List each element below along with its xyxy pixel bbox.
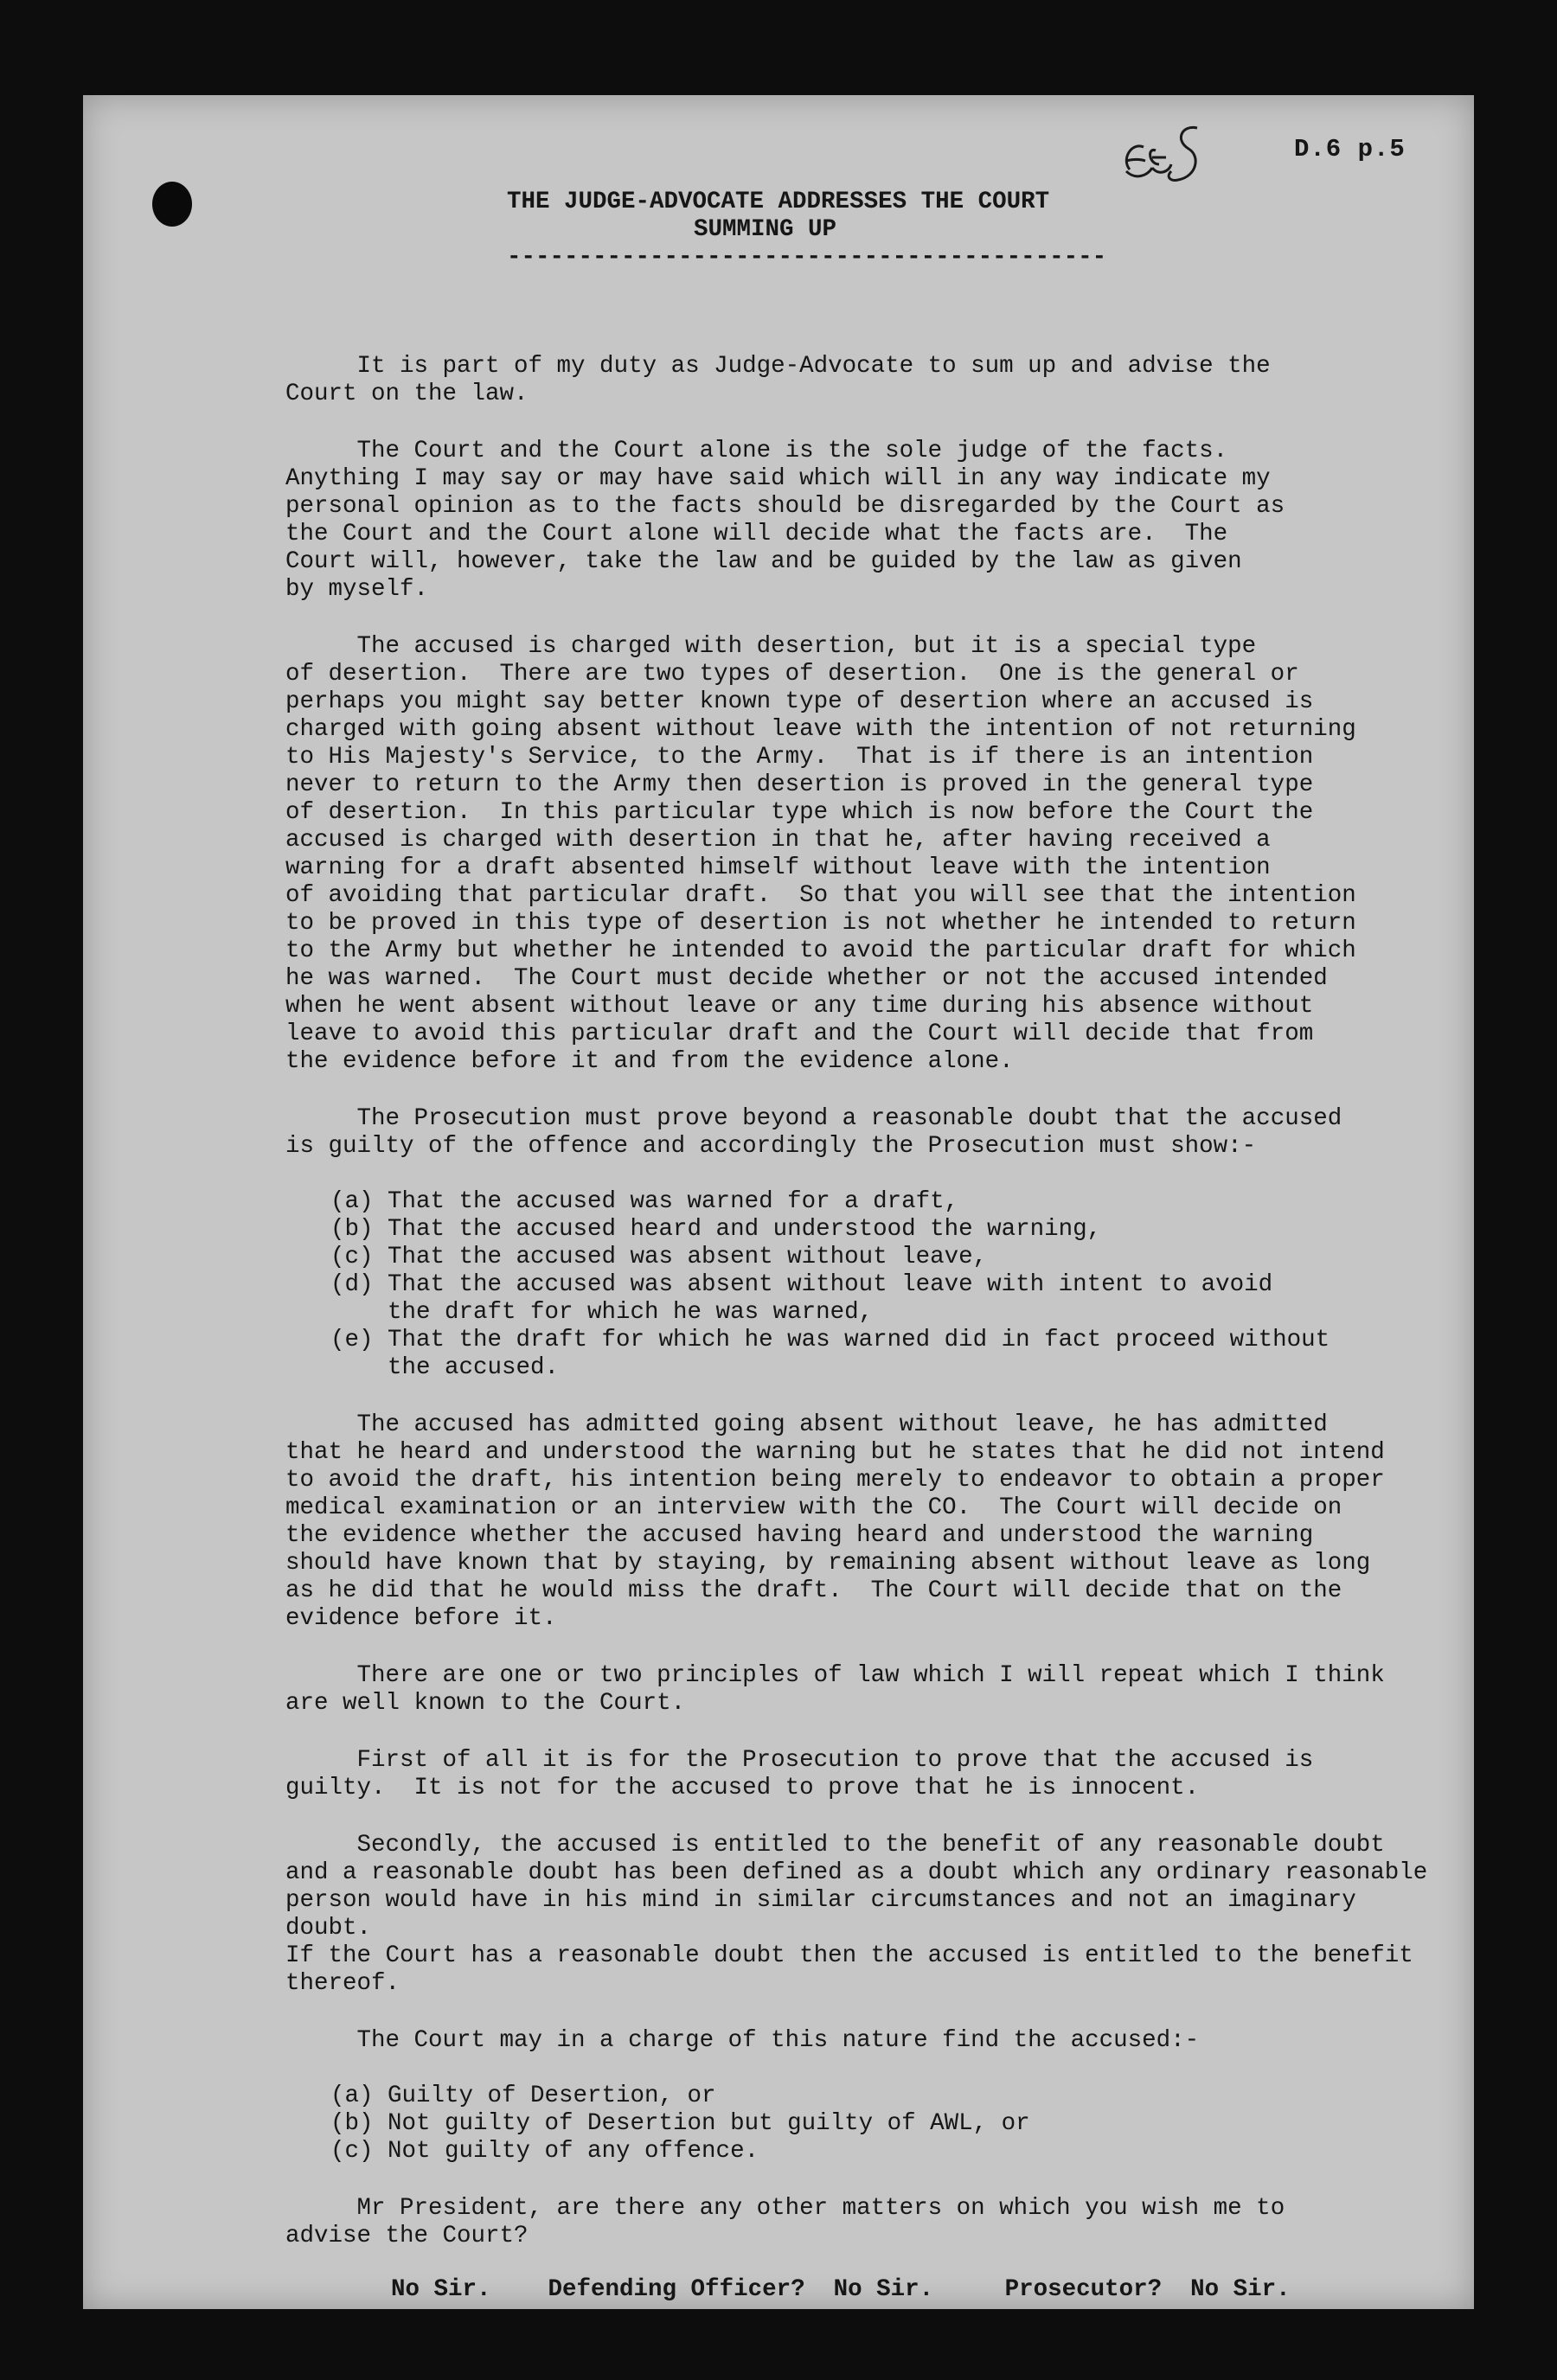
document-body — [285, 189, 1445, 2304]
title-line-2: SUMMING UP — [694, 216, 837, 243]
document-page — [83, 95, 1474, 2309]
list-item: (c) Not guilty of any offence. — [330, 2138, 759, 2165]
paragraph-prosecution-must-show: The Prosecution must prove beyond a reasonable doubt that the accused is guilty of the offence and accordingly the Prosecution must show:- — [285, 1105, 1342, 1160]
closing-responses: No Sir. Defending Officer? No Sir. Prosecutor? No Sir. — [391, 2276, 1291, 2303]
list-item: (c) That the accused was absent without leave, — [330, 1244, 988, 1270]
paragraph-duty: It is part of my duty as Judge-Advocate to sum up and advise the Court on the law. — [285, 353, 1271, 407]
findings-list — [285, 2082, 1445, 2166]
paragraph-findings: The Court may in a charge of this nature find the accused:- — [285, 2027, 1200, 2054]
paragraph-question: Mr President, are there any other matters on which you wish me to advise the Court? — [285, 2195, 1285, 2249]
paragraph-burden-of-proof: First of all it is for the Prosecution to prove that the accused is guilty. It is not for the accused to prove that he is innocent. — [285, 1747, 1314, 1801]
list-item: (b) Not guilty of Desertion but guilty of AWL, or — [330, 2110, 1030, 2137]
elements-list — [285, 1188, 1445, 1382]
paragraph-reasonable-doubt: Secondly, the accused is entitled to the benefit of any reasonable doubt and a reasonable doubt has been defined as a doubt which any ordinary reasonable person would have in his mind in similar circumstances and not an imaginary doubt. If the Court has a reasonable doubt then the accused is entitled to the benefit thereof. — [285, 1832, 1428, 1997]
paragraph-principles: There are one or two principles of law which I will repeat which I think are well known to the Court. — [285, 1662, 1385, 1717]
list-item: (d) That the accused was absent without leave with intent to avoid the draft for which he was warned, — [330, 1271, 1273, 1326]
handwritten-initials — [1114, 116, 1218, 194]
title-rule: ------------------------------------------ — [507, 244, 1107, 271]
document-title — [507, 189, 1445, 272]
list-item: (e) That the draft for which he was warned did in fact proceed without the accused. — [330, 1327, 1330, 1381]
list-item: (a) Guilty of Desertion, or — [330, 2082, 716, 2109]
punch-hole — [152, 182, 192, 227]
paragraph-judge-of-facts: The Court and the Court alone is the sole judge of the facts. Anything I may say or may have said which will in any way indicate my personal opinion as to the facts should be disregarded by the Court as the Court and the Court alone will decide what the facts are. The Court will, however, take the law and be guided by the law as given by myself. — [285, 438, 1285, 603]
paragraph-admissions: The accused has admitted going absent without leave, he has admitted that he heard and understood the warning but he states that he did not intend to avoid the draft, his intention being merely to endeavor to obtain a proper medical examination or an interview with the CO. The Court will decide on the evidence whether the accused having heard and understood the warning should have known that by staying, by remaining absent without leave as long as he did that he would miss the draft. The Court will decide that on the evidence before it. — [285, 1411, 1385, 1632]
paragraph-charge: The accused is charged with desertion, but it is a special type of desertion. There are two types of desertion. One is the general or perhaps you might say better known type of desertion where an accused is charged with going absent without leave with the intention of not returning to His Majesty's Service, to the Army. That is if there is an intention never to return to the Army then desertion is proved in the general type of desertion. In this particular type which is now before the Court the accused is charged with desertion in that he, after having received a warning for a draft absented himself without leave with the intention of avoiding that particular draft. So that you will see that the intention to be proved in this type of desertion is not whether he intended to return to the Army but whether he intended to avoid the particular draft for which he was warned. The Court must decide whether or not the accused intended when he went absent without leave or any time during his absence without leave to avoid this particular draft and the Court will decide that from the evidence before it and from the evidence alone. — [285, 633, 1356, 1075]
title-line-1: THE JUDGE-ADVOCATE ADDRESSES THE COURT — [507, 189, 1050, 215]
page-reference: D.6 p.5 — [1294, 135, 1406, 163]
list-item: (a) That the accused was warned for a draft, — [330, 1188, 959, 1215]
list-item: (b) That the accused heard and understood the warning, — [330, 1216, 1102, 1243]
